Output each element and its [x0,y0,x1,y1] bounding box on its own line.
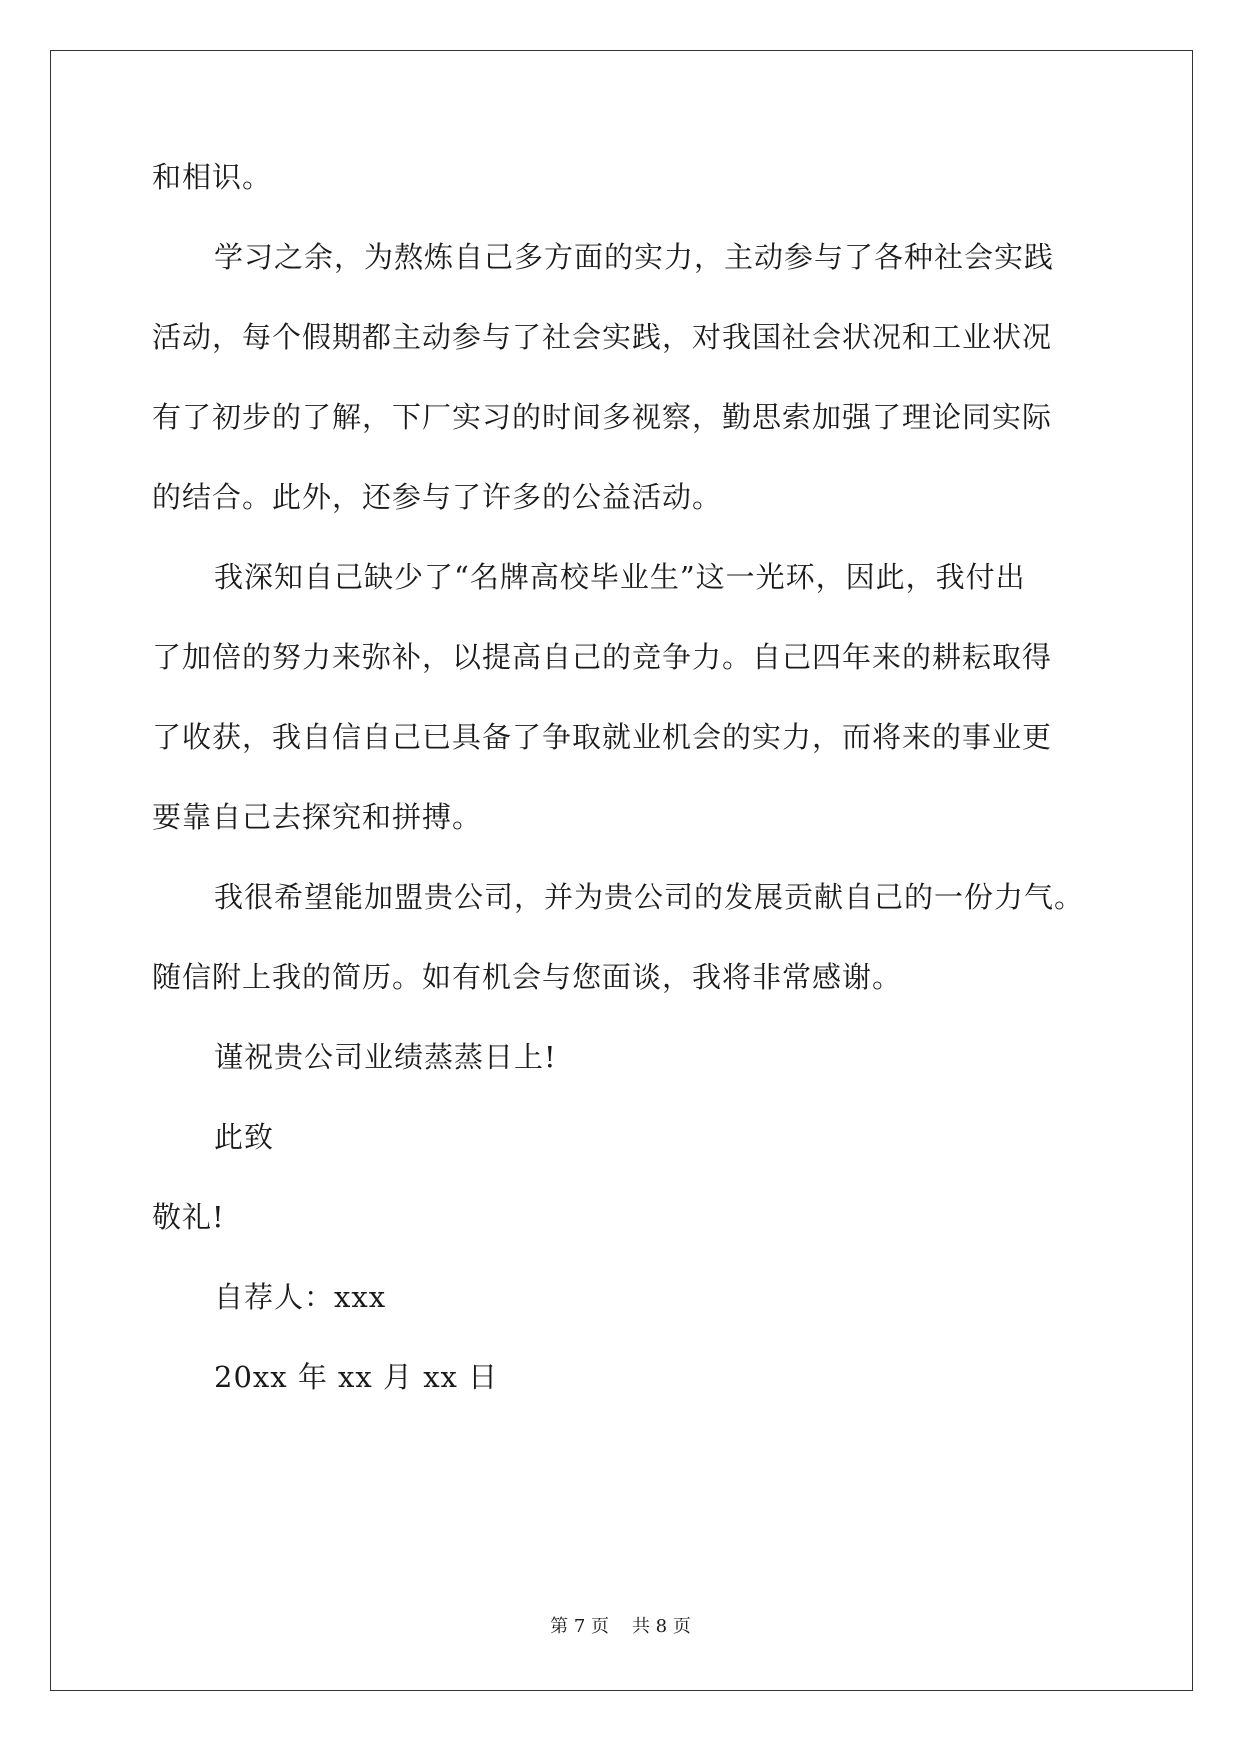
body-line-7: 了加倍的努力来弥补，以提高自己的竞争力。自己四年来的耕耘取得 [152,640,1053,674]
body-line-10: 我很希望能加盟贵公司，并为贵公司的发展贡献自己的一份力气。 [214,880,1085,914]
body-line-2: 学习之余，为熬炼自己多方面的实力，主动参与了各种社会实践 [214,240,1055,274]
signature-line: 自荐人：xxx [214,1280,387,1314]
body-line-11: 随信附上我的简历。如有机会与您面谈，我将非常感谢。 [152,960,903,994]
body-line-4: 有了初步的了解，下厂实习的时间多视察，勤思索加强了理论同实际 [152,400,1053,434]
page-border [50,50,1193,1691]
body-line-1: 和相识。 [152,160,273,194]
body-line-12: 谨祝贵公司业绩蒸蒸日上! [214,1040,557,1074]
closing-salute: 敬礼! [152,1200,225,1234]
date-line: 20xx 年 xx 月 xx 日 [214,1360,499,1394]
page-footer: 第 7 页 共 8 页 [550,1616,691,1637]
body-line-3: 活动，每个假期都主动参与了社会实践，对我国社会状况和工业状况 [152,320,1053,354]
body-line-9: 要靠自己去探究和拼搏。 [152,800,483,834]
body-line-8: 了收获，我自信自己已具备了争取就业机会的实力，而将来的事业更 [152,720,1053,754]
closing-greeting: 此致 [214,1120,275,1154]
body-line-5: 的结合。此外，还参与了许多的公益活动。 [152,480,723,514]
body-line-6: 我深知自己缺少了“名牌高校毕业生”这一光环，因此，我付出 [214,560,1026,594]
